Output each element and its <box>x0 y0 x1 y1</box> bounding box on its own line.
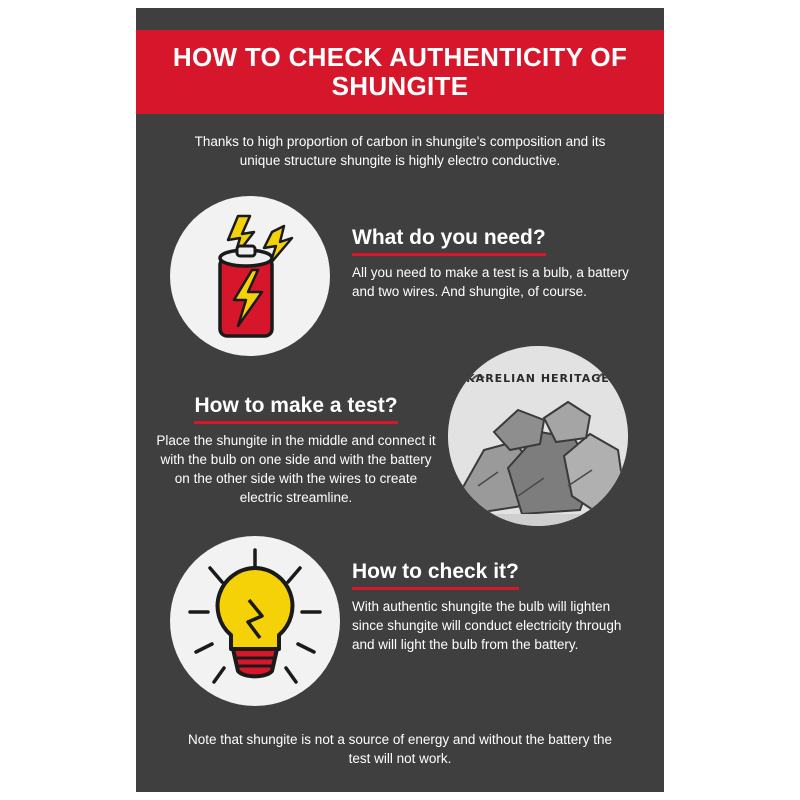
section-test-body: Place the shungite in the middle and connect it with the bulb on one side and with the battery on the other side with the wires to create electric streamline. <box>156 433 436 505</box>
header-band <box>136 30 664 114</box>
intro-text: Thanks to high proportion of carbon in shungite's composition and its unique structure shungite is highly electro conductive. <box>194 134 606 169</box>
section-need <box>352 226 632 302</box>
battery-illustration-circle <box>170 196 330 356</box>
rock-photo-caption: KARELIAN HERITAGE <box>466 372 610 385</box>
section-check-heading: How to check it? <box>352 560 519 590</box>
light-bulb-icon <box>170 536 340 706</box>
section-need-heading: What do you need? <box>352 226 546 256</box>
battery-with-lightning-icon <box>170 196 330 356</box>
section-test-heading: How to make a test? <box>194 394 397 424</box>
section-test <box>156 394 436 508</box>
section-check-body: With authentic shungite the bulb will lighten since shungite will conduct electricity through and will light the bulb from the battery. <box>352 599 622 652</box>
section-need-body: All you need to make a test is a bulb, a battery and two wires. And shungite, of course. <box>352 265 629 299</box>
shungite-rock-photo <box>448 346 628 526</box>
footer-note: Note that shungite is not a source of energy and without the battery the test will not work. <box>187 732 613 767</box>
bulb-illustration-circle <box>170 536 340 706</box>
section-check <box>352 560 632 655</box>
page-title: HOW TO CHECK AUTHENTICITY OF SHUNGITE <box>172 41 628 101</box>
infographic-poster <box>136 8 664 792</box>
